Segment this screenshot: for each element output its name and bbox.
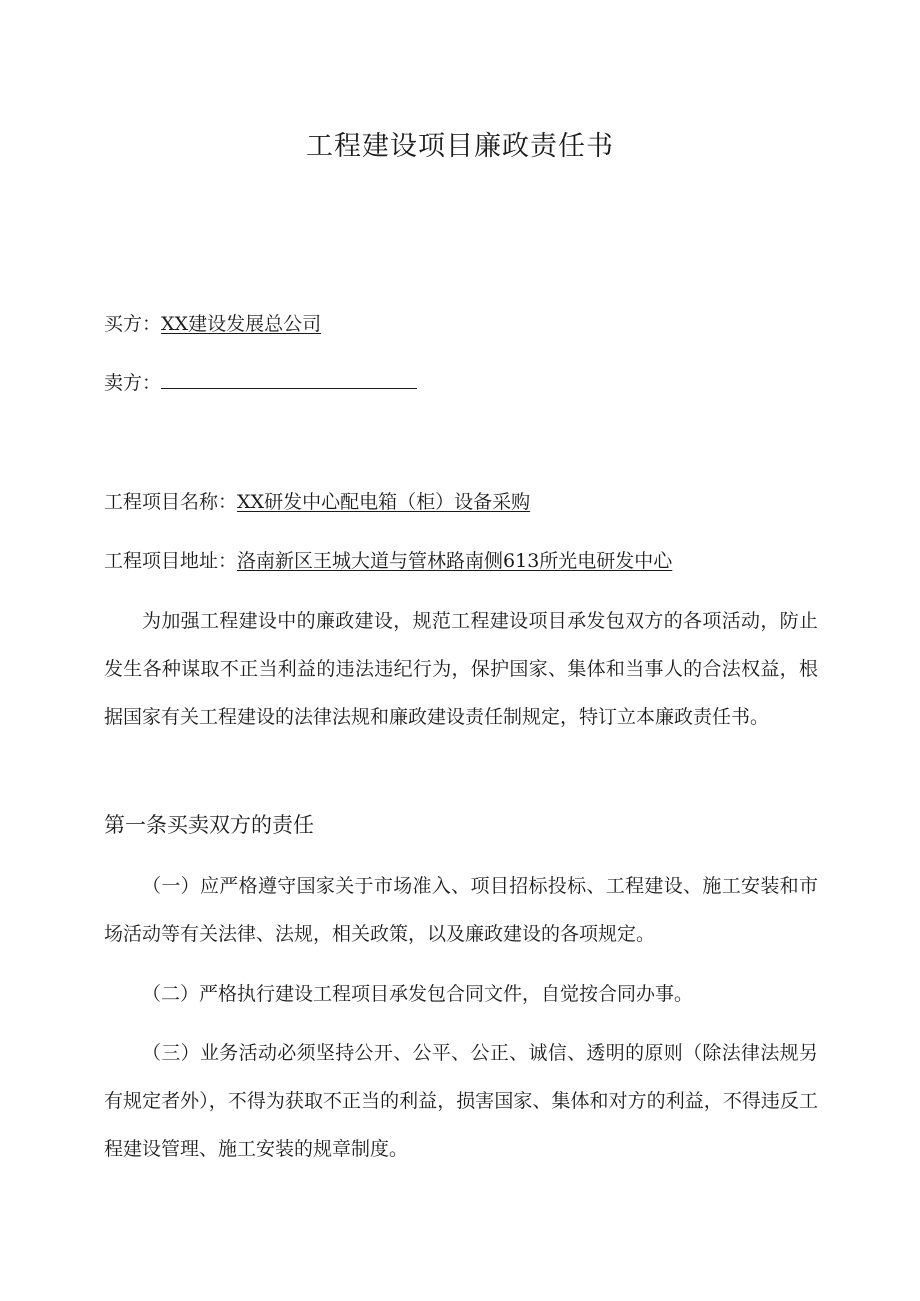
- project-name-line: [104, 490, 530, 514]
- seller-line: [104, 371, 417, 395]
- buyer-value: XX建设发展总公司: [161, 313, 322, 335]
- project-address-label: 工程项目地址：: [104, 550, 238, 572]
- document-title: 工程建设项目廉政责任书: [306, 131, 614, 162]
- article-one-heading: 第一条买卖双方的责任: [104, 813, 314, 837]
- seller-label: 卖方：: [104, 372, 162, 394]
- buyer-label: 买方：: [104, 313, 162, 335]
- article-one-item-1: （一）应严格遵守国家关于市场准入、项目招标投标、工程建设、施工安装和市场活动等有关法律、法规，相关政策，以及廉政建设的各项规定。: [104, 875, 818, 945]
- seller-blank-line: [161, 374, 417, 389]
- article-one-item-2: （二）严格执行建设工程项目承发包合同文件，自觉按合同办事。: [142, 983, 694, 1005]
- intro-paragraph: 为加强工程建设中的廉政建设，规范工程建设项目承发包双方的各项活动，防止发生各种谋取不正当利益的违法违纪行为，保护国家、集体和当事人的合法权益，根据国家有关工程建设的法律法规和廉政建设责任制规定，特订立本廉政责任书。: [104, 610, 818, 728]
- buyer-line: [104, 312, 321, 336]
- article-one-item-3: （三）业务活动必须坚持公开、公平、公正、诚信、透明的原则（除法律法规另有规定者外），不得为获取不正当的利益，损害国家、集体和对方的利益，不得违反工程建设管理、施工安装的规章制度。: [104, 1042, 818, 1160]
- project-address-value: 洛南新区王城大道与管林路南侧613所光电研发中心: [237, 550, 673, 572]
- project-address-line: [104, 549, 672, 573]
- project-name-label: 工程项目名称：: [104, 491, 238, 513]
- project-name-value: XX研发中心配电箱（柜）设备采购: [237, 491, 531, 513]
